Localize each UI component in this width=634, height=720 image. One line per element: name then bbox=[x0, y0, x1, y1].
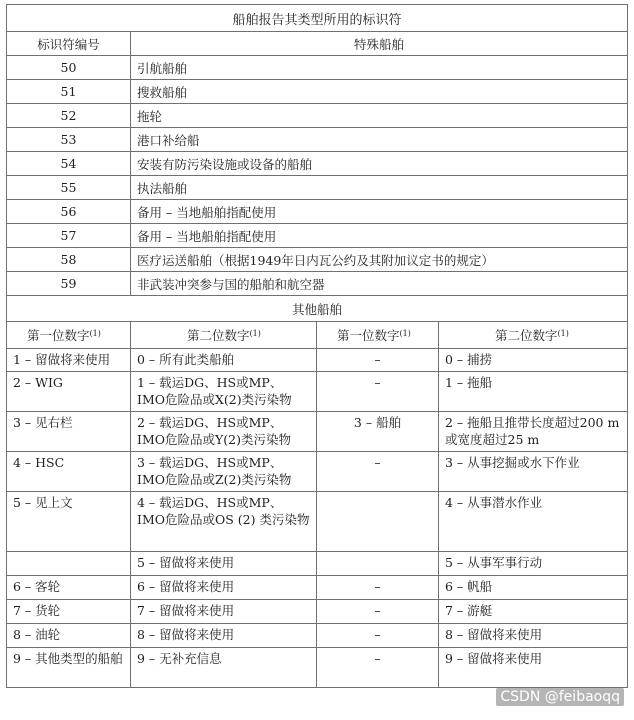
second-digit-cell: 5 – 留做将来使用 bbox=[131, 552, 317, 576]
special-ships-header: 特殊船舶 bbox=[131, 32, 628, 56]
desc-cell: 执法船舶 bbox=[131, 176, 628, 200]
first-digit-cell: 3 – 见右栏 bbox=[7, 412, 131, 452]
first-digit-cell: 6 – 客轮 bbox=[7, 576, 131, 600]
other-ships-section-header: 其他船舶 bbox=[7, 296, 628, 322]
second-digit-cell: 3 – 载运DG、HS或MP、IMO危险品或Z(2)类污染物 bbox=[131, 452, 317, 492]
first-digit-cell: 3 – 船舶 bbox=[317, 412, 439, 452]
first-digit-cell bbox=[317, 552, 439, 576]
first-digit-cell: – bbox=[317, 349, 439, 372]
table-row bbox=[7, 372, 628, 412]
table-row bbox=[7, 248, 628, 272]
table-row bbox=[7, 128, 628, 152]
desc-cell: 搜救船舶 bbox=[131, 80, 628, 104]
first-digit-cell: – bbox=[317, 600, 439, 624]
first-digit-cell: 4 – HSC bbox=[7, 452, 131, 492]
desc-cell: 备用 – 当地船舶指配使用 bbox=[131, 200, 628, 224]
desc-cell: 安装有防污染设施或设备的船舶 bbox=[131, 152, 628, 176]
first-digit-cell: 5 – 见上文 bbox=[7, 492, 131, 552]
table-title: 船舶报告其类型所用的标识符 bbox=[7, 5, 628, 32]
id-cell: 54 bbox=[7, 152, 131, 176]
document bbox=[6, 4, 628, 688]
second-digit-cell: 7 – 游艇 bbox=[439, 600, 628, 624]
second-digit-cell: 4 – 载运DG、HS或MP、IMO危险品或OS (2) 类污染物 bbox=[131, 492, 317, 552]
second-digit-cell: 8 – 留做将来使用 bbox=[439, 624, 628, 648]
first-digit-cell: – bbox=[317, 648, 439, 688]
second-digit-cell: 1 – 拖船 bbox=[439, 372, 628, 412]
id-cell: 53 bbox=[7, 128, 131, 152]
table-row bbox=[7, 492, 628, 552]
special-ships-table bbox=[6, 4, 628, 322]
id-column-header: 标识符编号 bbox=[7, 32, 131, 56]
second-digit-cell: 6 – 留做将来使用 bbox=[131, 576, 317, 600]
second-digit-cell: 4 – 从事潜水作业 bbox=[439, 492, 628, 552]
first-digit-cell: – bbox=[317, 624, 439, 648]
table-row bbox=[7, 56, 628, 80]
table-row bbox=[7, 648, 628, 688]
table-row bbox=[7, 412, 628, 452]
second-digit-cell: 7 – 留做将来使用 bbox=[131, 600, 317, 624]
id-cell: 51 bbox=[7, 80, 131, 104]
first-digit-cell: 1 – 留做将来使用 bbox=[7, 349, 131, 372]
second-digit-cell: 8 – 留做将来使用 bbox=[131, 624, 317, 648]
desc-cell: 备用 – 当地船舶指配使用 bbox=[131, 224, 628, 248]
table-row bbox=[7, 552, 628, 576]
first-digit-cell: 9 – 其他类型的船舶 bbox=[7, 648, 131, 688]
second-digit-cell: 5 – 从事军事行动 bbox=[439, 552, 628, 576]
second-digit-cell: 9 – 留做将来使用 bbox=[439, 648, 628, 688]
second-digit-header: 第二位数字$^{(1)}$ bbox=[131, 322, 317, 349]
table-row bbox=[7, 200, 628, 224]
table-row bbox=[7, 349, 628, 372]
table-row bbox=[7, 452, 628, 492]
first-digit-cell bbox=[7, 552, 131, 576]
second-digit-cell: 6 – 帆船 bbox=[439, 576, 628, 600]
first-digit-cell: 7 – 货轮 bbox=[7, 600, 131, 624]
table-row bbox=[7, 624, 628, 648]
id-cell: 50 bbox=[7, 56, 131, 80]
second-digit-cell: 0 – 所有此类船舶 bbox=[131, 349, 317, 372]
other-ships-table bbox=[6, 321, 628, 688]
second-digit-cell: 3 – 从事挖掘或水下作业 bbox=[439, 452, 628, 492]
watermark: CSDN @feibaoqq bbox=[496, 688, 624, 706]
first-digit-header: 第一位数字$^{(1)}$ bbox=[7, 322, 131, 349]
id-cell: 59 bbox=[7, 272, 131, 296]
table-row bbox=[7, 576, 628, 600]
desc-cell: 拖轮 bbox=[131, 104, 628, 128]
table-row bbox=[7, 80, 628, 104]
second-digit-header: 第二位数字$^{(1)}$ bbox=[439, 322, 628, 349]
table-row bbox=[7, 152, 628, 176]
second-digit-cell: 2 – 载运DG、HS或MP、IMO危险品或Y(2)类污染物 bbox=[131, 412, 317, 452]
first-digit-cell: – bbox=[317, 372, 439, 412]
table-row bbox=[7, 104, 628, 128]
first-digit-cell: – bbox=[317, 452, 439, 492]
desc-cell: 医疗运送船舶（根据1949年日内瓦公约及其附加议定书的规定） bbox=[131, 248, 628, 272]
second-digit-cell: 2 – 拖船且推带长度超过200 m或宽度超过25 m bbox=[439, 412, 628, 452]
table-row bbox=[7, 224, 628, 248]
second-digit-cell: 0 – 捕捞 bbox=[439, 349, 628, 372]
id-cell: 52 bbox=[7, 104, 131, 128]
id-cell: 56 bbox=[7, 200, 131, 224]
table-row bbox=[7, 272, 628, 296]
first-digit-header: 第一位数字$^{(1)}$ bbox=[317, 322, 439, 349]
id-cell: 58 bbox=[7, 248, 131, 272]
second-digit-cell: 1 – 载运DG、HS或MP、IMO危险品或X(2)类污染物 bbox=[131, 372, 317, 412]
table-row bbox=[7, 600, 628, 624]
first-digit-cell: 2 – WIG bbox=[7, 372, 131, 412]
id-cell: 57 bbox=[7, 224, 131, 248]
desc-cell: 非武装冲突参与国的船舶和航空器 bbox=[131, 272, 628, 296]
desc-cell: 引航船舶 bbox=[131, 56, 628, 80]
id-cell: 55 bbox=[7, 176, 131, 200]
second-digit-cell: 9 – 无补充信息 bbox=[131, 648, 317, 688]
first-digit-cell: 8 – 油轮 bbox=[7, 624, 131, 648]
desc-cell: 港口补给船 bbox=[131, 128, 628, 152]
table-row bbox=[7, 176, 628, 200]
first-digit-cell: – bbox=[317, 576, 439, 600]
first-digit-cell bbox=[317, 492, 439, 552]
